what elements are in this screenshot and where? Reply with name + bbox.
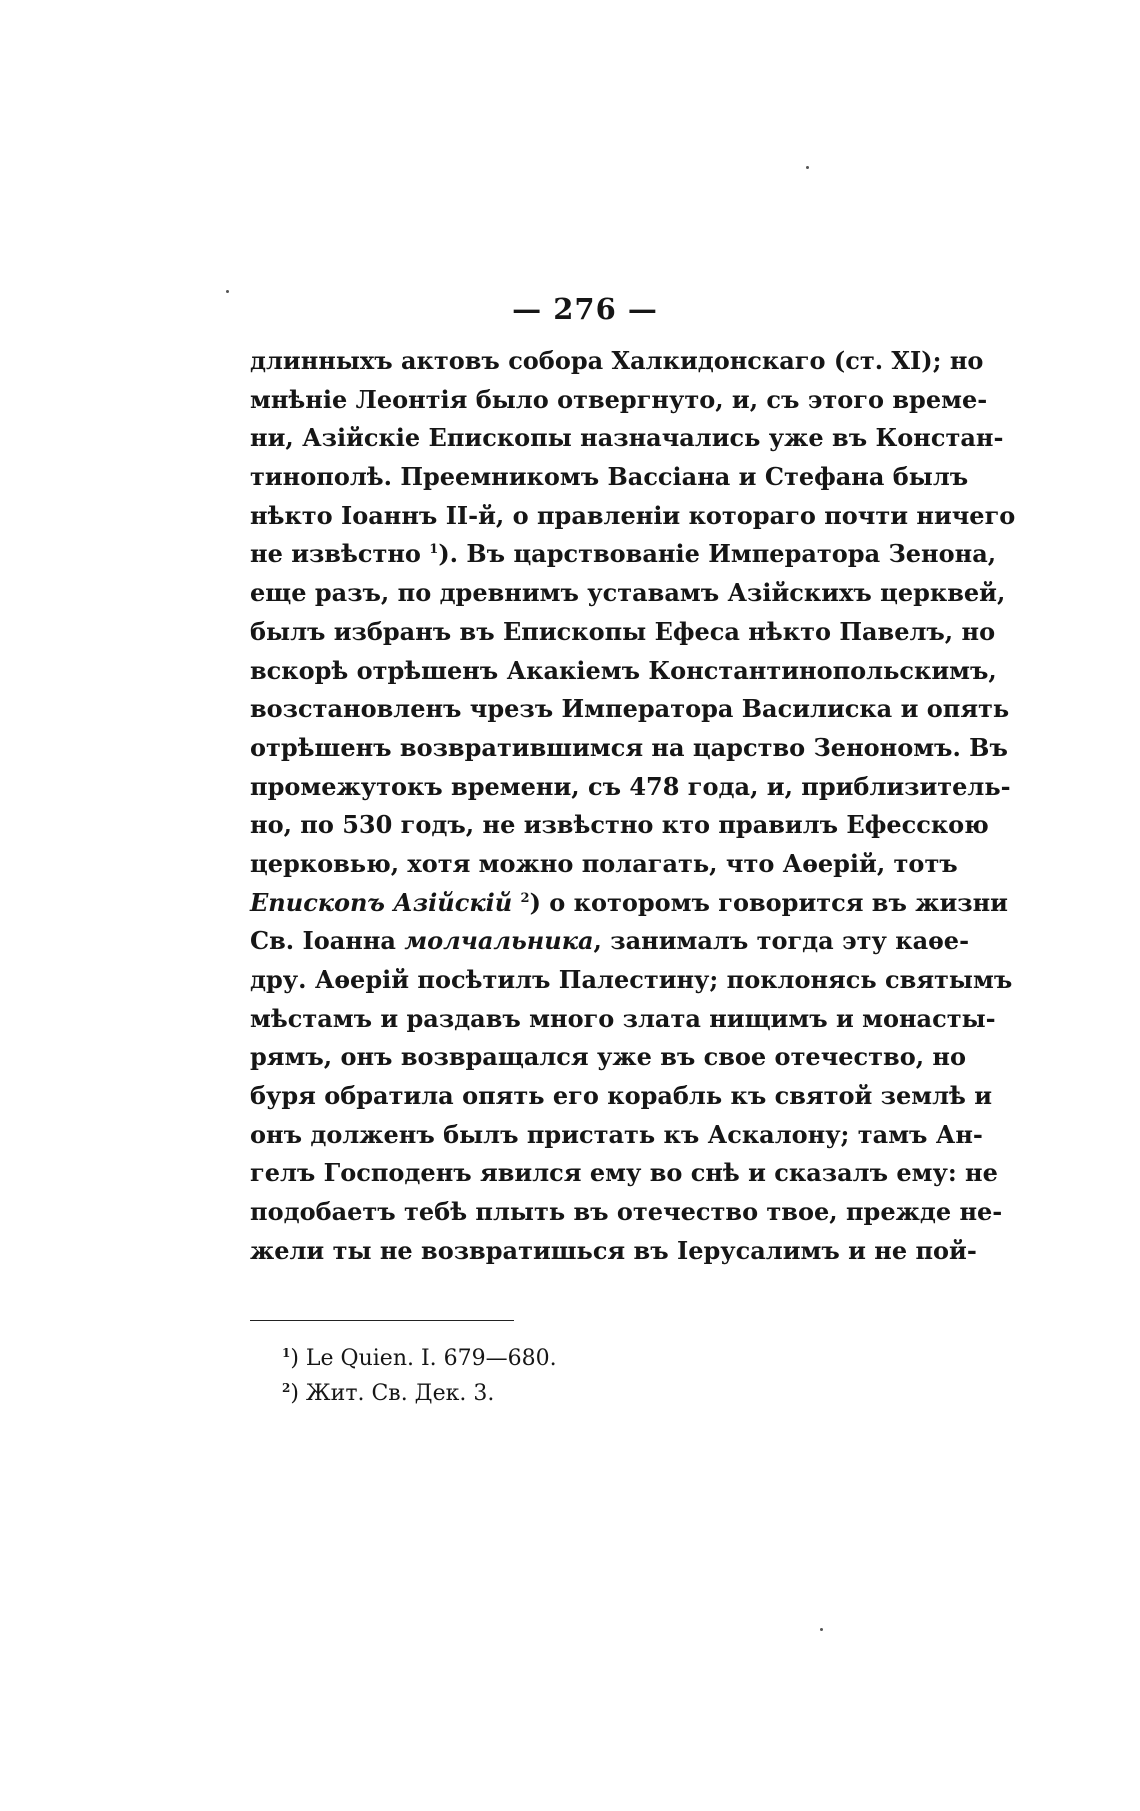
footnotes (282, 1341, 782, 1411)
page-number: — 276 — (512, 292, 658, 326)
text-line: подобаетъ тебѣ плыть въ отечество твое, прежде не- (250, 1197, 1003, 1227)
footnote-1 (282, 1341, 782, 1376)
text-line: буря обратила опять его корабль къ святой землѣ и (250, 1081, 993, 1111)
italic-segment: Епископъ Азійскій (250, 887, 521, 917)
scan-speck (806, 166, 809, 169)
text-line (250, 535, 997, 574)
text-line: длинныхъ актовъ собора Халкидонскаго (ст. XI); но (250, 346, 984, 375)
footnote-text: ) Жит. Св. Дек. 3. (290, 1381, 495, 1406)
footnote-ref-1[interactable]: 1 (429, 542, 439, 558)
text-line: вскорѣ отрѣшенъ Акакіемъ Константинопольскимъ, (250, 655, 997, 685)
text-line: промежутокъ времени, съ 478 года, и, приблизитель- (250, 771, 1011, 801)
text-line: отрѣшенъ возвратившимся на царство Зенономъ. Въ (250, 732, 1008, 762)
text-line: гелъ Господенъ явился ему во снѣ и сказалъ ему: не (250, 1158, 998, 1188)
footnote-divider (250, 1320, 514, 1321)
text-line: дру. Аѳерій посѣтилъ Палестину; поклонясь святымъ (250, 965, 1013, 994)
footnote-2 (282, 1376, 782, 1411)
text-line (250, 884, 1008, 923)
text-line: былъ избранъ въ Епископы Ефеса нѣкто Павелъ, но (250, 616, 996, 646)
footnote-mark: 1 (282, 1346, 291, 1360)
text-segment: ). Въ царствованіе Императора Зенона, (438, 539, 997, 569)
text-line: ни, Азійскіе Епископы назначались уже въ Констан- (250, 423, 1004, 453)
text-segment: ) о которомъ говорится въ жизни (529, 887, 1008, 917)
text-line: церковью, хотя можно полагать, что Аѳерій, тотъ (250, 848, 958, 878)
text-line: нѣкто Іоаннъ II-й, о правленіи котораго почти ничего (250, 500, 1016, 530)
footnote-ref-2[interactable]: 2 (520, 890, 530, 906)
text-line: тинополѣ. Преемникомъ Вассіана и Стефана былъ (250, 462, 969, 492)
text-line (250, 922, 970, 961)
scan-speck (226, 290, 229, 293)
text-line: еще разъ, по древнимъ уставамъ Азійскихъ церквей, (250, 578, 1006, 608)
text-line: но, по 530 годъ, не извѣстно кто правилъ Ефесскою (250, 810, 989, 840)
text-line: мнѣніе Леонтія было отвергнуто, и, съ этого време- (250, 384, 988, 414)
footnote-text: ) Le Quien. I. 679—680. (290, 1346, 557, 1371)
italic-segment: молчальника (404, 926, 594, 956)
text-line: мѣстамъ и раздавъ много злата нищимъ и монасты- (250, 1003, 996, 1033)
text-line: жели ты не возвратишься въ Іерусалимъ и не пой- (250, 1235, 977, 1265)
body-text (250, 342, 1016, 1271)
footnote-mark: 2 (282, 1381, 291, 1395)
text-line: онъ долженъ былъ пристать къ Аскалону; тамъ Ан- (250, 1119, 983, 1149)
text-segment: не извѣстно (250, 539, 430, 569)
text-segment: Св. Іоанна (250, 926, 405, 956)
text-segment: , занималъ тогда эту каѳе- (593, 926, 970, 956)
text-line: возстановленъ чрезъ Императора Василиска и опять (250, 694, 1010, 724)
scan-speck (820, 1628, 823, 1631)
text-line: рямъ, онъ возвращался уже въ свое отечество, но (250, 1042, 966, 1072)
